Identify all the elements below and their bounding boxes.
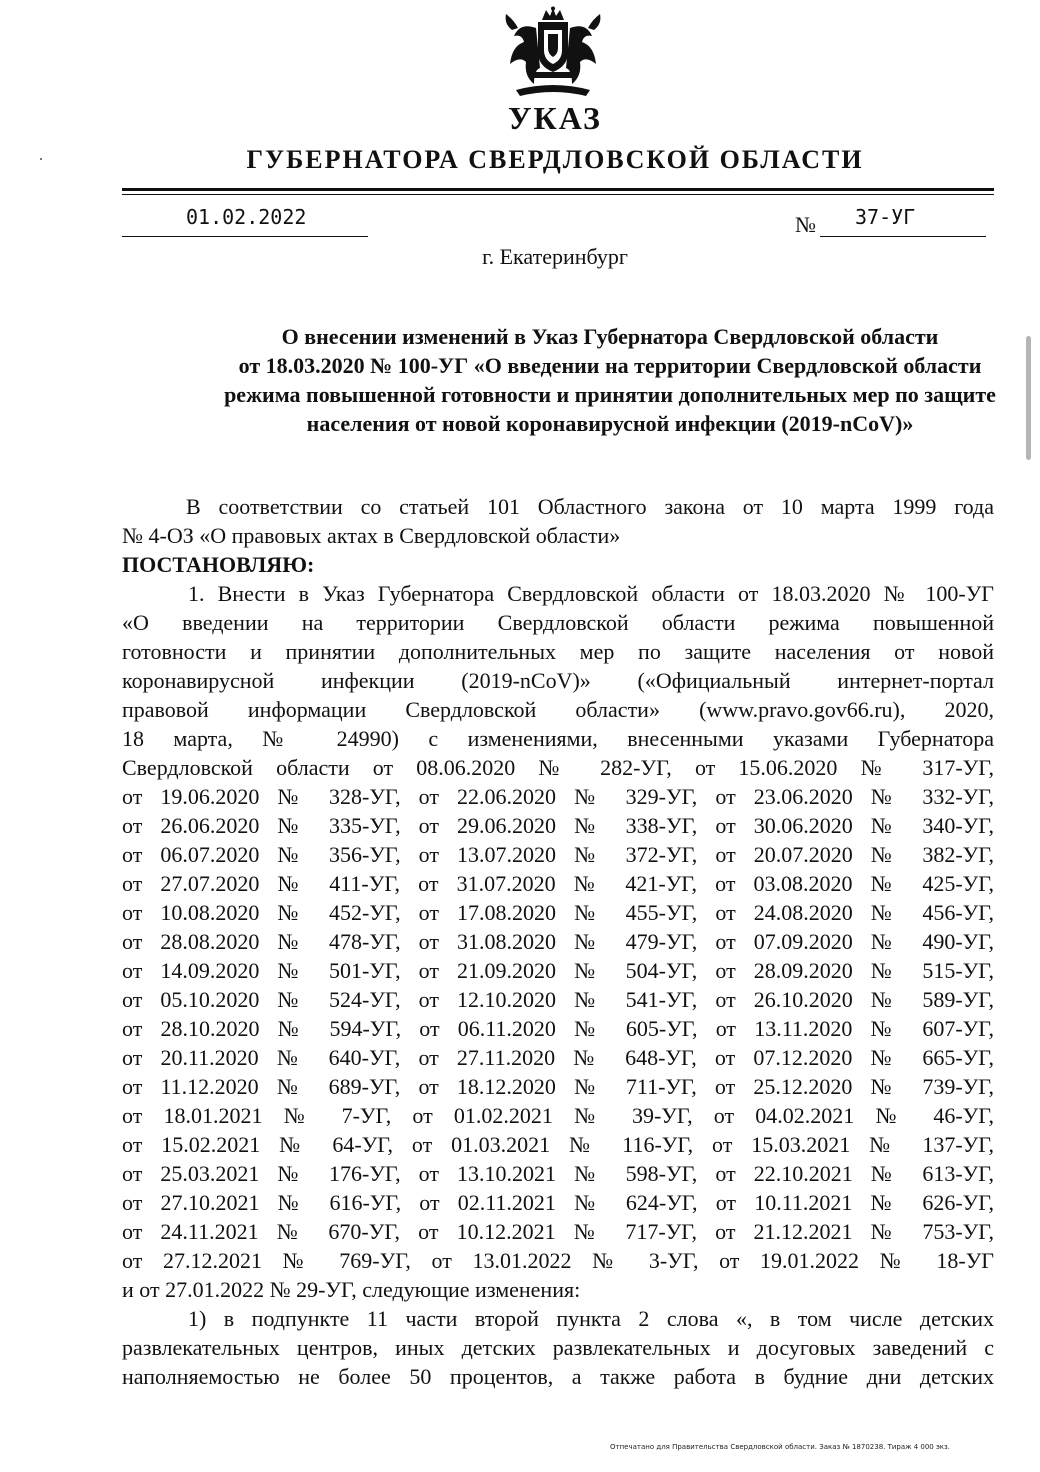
body-line: и от 27.01.2022 № 29-УГ, следующие изменения: [122,1277,581,1302]
body-line: от 06.07.2020 № 356-УГ, от 13.07.2020 № 372-УГ, от 20.07.2020 № 382-УГ, [122,842,994,867]
document-number: 37-УГ [855,205,916,229]
document-body [122,492,994,1391]
number-sign: № [795,212,816,237]
body-line: от 28.08.2020 № 478-УГ, от 31.08.2020 № 479-УГ, от 07.09.2020 № 490-УГ, [122,929,994,954]
body-line: развлекательных центров, иных детских развлекательных и досуговых заведений с [122,1335,994,1360]
document-subtitle: ГУБЕРНАТОРА СВЕРДЛОВСКОЙ ОБЛАСТИ [246,145,864,174]
document-city: г. Екатеринбург [482,244,628,269]
header-rule-thin [122,194,994,195]
body-line: от 11.12.2020 № 689-УГ, от 18.12.2020 № 711-УГ, от 25.12.2020 № 739-УГ, [122,1074,994,1099]
body-line: от 20.11.2020 № 640-УГ, от 27.11.2020 № 648-УГ, от 07.12.2020 № 665-УГ, [122,1045,994,1070]
body-line: от 27.12.2021 № 769-УГ, от 13.01.2022 № 3-УГ, от 19.01.2022 № 18-УГ [122,1248,994,1273]
body-line: «О введении на территории Свердловской области режима повышенной [122,610,994,635]
body-line: от 15.02.2021 № 64-УГ, от 01.03.2021 № 116-УГ, от 15.03.2021 № 137-УГ, [122,1132,994,1157]
body-line: от 28.10.2020 № 594-УГ, от 06.11.2020 № 605-УГ, от 13.11.2020 № 607-УГ, [122,1016,994,1041]
body-line: от 14.09.2020 № 501-УГ, от 21.09.2020 № 504-УГ, от 28.09.2020 № 515-УГ, [122,958,994,983]
body-line: от 18.01.2021 № 7-УГ, от 01.02.2021 № 39-УГ, от 04.02.2021 № 46-УГ, [122,1103,994,1128]
number-underline [820,236,986,237]
subject-line: населения от новой коронавирусной инфекции (2019-nCoV)» [306,411,914,436]
document-date: 01.02.2022 [186,205,307,229]
subject-line: О внесении изменений в Указ Губернатора Свердловской области [281,324,939,349]
date-underline [122,236,368,237]
body-line: 1. Внести в Указ Губернатора Свердловской области от 18.03.2020 № 100-УГ [188,581,994,606]
header-rule-thick [122,188,994,191]
body-line: коронавирусной инфекции (2019-nCoV)» («Официальный интернет-портал [122,668,994,693]
body-line: 18 марта, № 24990) с изменениями, внесенными указами Губернатора [122,726,994,751]
subject-line: от 18.03.2020 № 100-УГ «О введении на территории Свердловской области [238,353,982,378]
body-line: от 26.06.2020 № 335-УГ, от 29.06.2020 № 338-УГ, от 30.06.2020 № 340-УГ, [122,813,994,838]
subject-line: режима повышенной готовности и принятии дополнительных мер по защите [224,382,996,407]
scrollbar-thumb[interactable] [1026,336,1031,460]
body-line: готовности и принятии дополнительных мер по защите населения от новой [122,639,994,664]
body-line: В соответствии со статьей 101 Областного закона от 10 марта 1999 года [186,494,994,519]
print-footer: Отпечатано для Правительства Свердловской области. Заказ № 1870238. Тираж 4 000 экз. [610,1443,950,1451]
body-line: от 25.03.2021 № 176-УГ, от 13.10.2021 № 598-УГ, от 22.10.2021 № 613-УГ, [122,1161,994,1186]
body-line: от 24.11.2021 № 670-УГ, от 10.12.2021 № 717-УГ, от 21.12.2021 № 753-УГ, [122,1219,994,1244]
body-line: от 10.08.2020 № 452-УГ, от 17.08.2020 № 455-УГ, от 24.08.2020 № 456-УГ, [122,900,994,925]
body-line: Свердловской области от 08.06.2020 № 282-УГ, от 15.06.2020 № 317-УГ, [122,755,994,780]
coat-of-arms-icon [494,6,612,102]
body-line: от 19.06.2020 № 328-УГ, от 22.06.2020 № 329-УГ, от 23.06.2020 № 332-УГ, [122,784,994,809]
body-line: правовой информации Свердловской области» (www.pravo.gov66.ru), 2020, [122,697,994,722]
body-line: от 27.10.2021 № 616-УГ, от 02.11.2021 № 624-УГ, от 10.11.2021 № 626-УГ, [122,1190,994,1215]
document-title: УКАЗ [508,100,602,136]
document-subject [110,322,1040,438]
body-line: № 4-ОЗ «О правовых актах в Свердловской области» [122,523,621,548]
body-line: 1) в подпункте 11 части второй пункта 2 слова «, в том числе детских [188,1306,994,1331]
body-line: от 27.07.2020 № 411-УГ, от 31.07.2020 № 421-УГ, от 03.08.2020 № 425-УГ, [122,871,994,896]
resolution-keyword: ПОСТАНОВЛЯЮ: [122,552,315,577]
body-line: от 05.10.2020 № 524-УГ, от 12.10.2020 № 541-УГ, от 26.10.2020 № 589-УГ, [122,987,994,1012]
body-line: наполняемостью не более 50 процентов, а также работа в будние дни детских [122,1364,994,1389]
